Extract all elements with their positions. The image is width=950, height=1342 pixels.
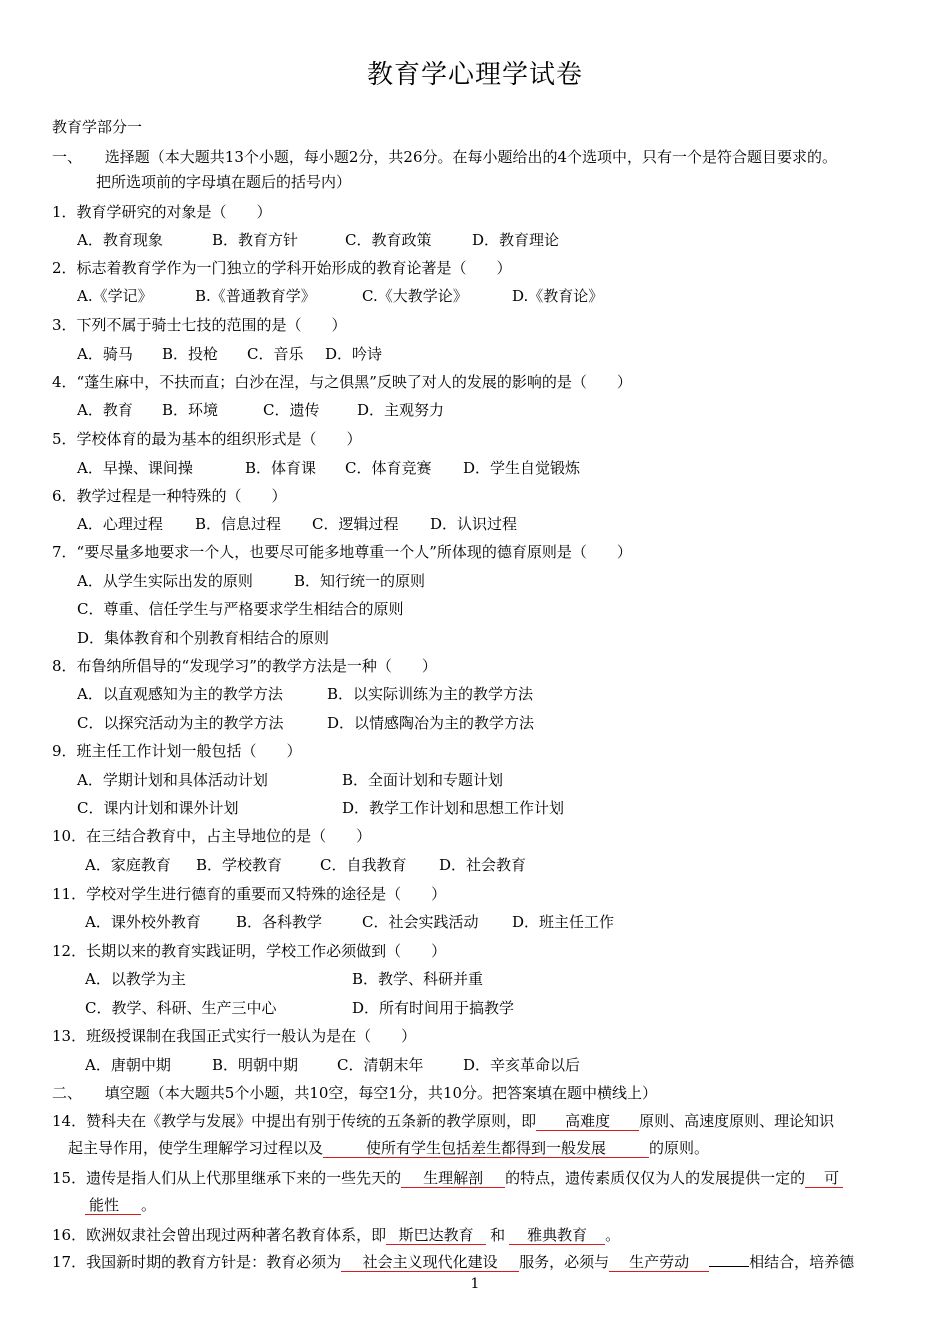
q15-text-e: 。 [141,1196,157,1214]
fill-question-15-cont [85,1195,156,1215]
option: A．家庭教育 [85,856,171,874]
part1-heading-cont: 把所选项前的字母填在题后的括号内） [96,173,352,191]
option: A．以直观感知为主的教学方法 [77,685,283,703]
option: C．尊重、信任学生与严格要求学生相结合的原则 [77,600,404,618]
question-stem: 5．学校体育的最为基本的组织形式是（ ） [52,430,362,448]
q15-answer-2a: 可 [805,1169,843,1188]
option: D．集体教育和个别教育相结合的原则 [77,629,330,647]
q15-answer-2b: 能性 [85,1196,141,1215]
fill-question-16 [52,1225,620,1245]
option: C．社会实践活动 [362,913,479,931]
question-stem: 13．班级授课制在我国正式实行一般认为是在（ ） [52,1027,417,1045]
question-stem: 12．长期以来的教育实践证明，学校工作必须做到（ ） [52,942,447,960]
option: C．教育政策 [345,231,432,249]
fill-question-17 [52,1252,854,1272]
option: B．以实际训练为主的教学方法 [327,685,534,703]
option: D.《教育论》 [512,287,604,305]
q17-blank-line [709,1252,749,1267]
option: A．学期计划和具体活动计划 [77,771,268,789]
option: B．各科教学 [236,913,323,931]
fill-question-15 [52,1168,843,1188]
option: B．信息过程 [195,515,282,533]
part1-heading-num: 一、 [52,148,83,166]
question-stem: 8．布鲁纳所倡导的“发现学习”的教学方法是一种（ ） [52,657,437,675]
option: C．体育竞赛 [345,459,432,477]
option: C．逻辑过程 [312,515,399,533]
q17-text-e: 相结合，培养德 [749,1253,855,1271]
q16-text-a: 16．欧洲奴隶社会曾出现过两种著名教育体系，即 [52,1226,387,1244]
q14-text-a: 14．赞科夫在《教学与发展》中提出有别于传统的五条新的教学原则，即 [52,1112,537,1130]
option: D．认识过程 [430,515,518,533]
question-stem: 6．教学过程是一种特殊的（ ） [52,487,287,505]
part1-heading [52,147,837,167]
q16-answer-2: 雅典教育 [509,1226,605,1245]
option: B．教育方针 [212,231,299,249]
q14-answer-1: 高难度 [536,1112,639,1131]
option: C．遗传 [263,401,320,419]
option: C．教学、科研、生产三中心 [85,999,277,1017]
page-title: 教育学心理学试卷 [366,60,583,90]
option: B．体育课 [245,459,317,477]
question-stem: 1．教育学研究的对象是（ ） [52,203,272,221]
option: D．学生自觉锻炼 [463,459,581,477]
q17-answer-1: 社会主义现代化建设 [341,1253,519,1272]
question-stem: 4．“蓬生麻中，不扶而直；白沙在涅，与之俱黑”反映了对人的发展的影响的是（ ） [52,373,632,391]
q14-text-c: 原则、高速度原则、理论知识 [639,1112,835,1130]
option: D．辛亥革命以后 [463,1056,581,1074]
fill-question-14-cont [68,1138,709,1158]
option: B．知行统一的原则 [294,572,426,590]
option: D．社会教育 [439,856,527,874]
option: A．以教学为主 [85,970,186,988]
option: A．骑马 [77,345,133,363]
question-stem: 11．学校对学生进行德育的重要而又特殊的途径是（ ） [52,885,447,903]
question-stem: 9．班主任工作计划一般包括（ ） [52,742,302,760]
option: C．清朝末年 [337,1056,424,1074]
question-stem: 3．下列不属于骑士七技的范围的是（ ） [52,316,347,334]
part1-heading-text: 选择题（本大题共13个小题，每小题2分，共26分。在每小题给出的4个选项中，只有一个是符合题目要求的。 [104,148,838,166]
option: C．音乐 [247,345,304,363]
part2-heading [52,1083,657,1103]
option: D．主观努力 [357,401,445,419]
q17-answer-2: 生产劳动 [609,1253,709,1272]
option: C．以探究活动为主的教学方法 [77,714,284,732]
option: B．环境 [162,401,219,419]
q14-text-d: 起主导作用，使学生理解学习过程以及 [68,1139,324,1157]
option: A．唐朝中期 [85,1056,171,1074]
option: A．课外校外教育 [85,913,201,931]
option: D．教育理论 [472,231,560,249]
question-stem: 2．标志着教育学作为一门独立的学科开始形成的教育论著是（ ） [52,259,512,277]
option: B．投枪 [162,345,219,363]
option: A．教育 [77,401,133,419]
option: A．从学生实际出发的原则 [77,572,253,590]
q17-text-c: 服务，必须与 [519,1253,610,1271]
q16-text-e: 。 [605,1226,621,1244]
option: C．自我教育 [320,856,407,874]
option: C.《大教学论》 [362,287,468,305]
option: D．吟诗 [325,345,383,363]
page-number: 1 [470,1276,480,1292]
q16-answer-1: 斯巴达教育 [386,1226,486,1245]
option: B．学校教育 [196,856,283,874]
q17-text-a: 17．我国新时期的教育方针是：教育必须为 [52,1253,342,1271]
option: D．所有时间用于搞教学 [352,999,515,1017]
option: B．明朝中期 [212,1056,299,1074]
question-stem: 7．“要尽量多地要求一个人，也要尽可能多地尊重一个人”所体现的德育原则是（ ） [52,543,632,561]
option: A．教育现象 [77,231,163,249]
fill-question-14 [52,1111,834,1131]
part2-heading-num: 二、 [52,1084,83,1102]
q16-text-c: 和 [490,1226,506,1244]
option: A.《学记》 [77,287,153,305]
option: D．教学工作计划和思想工作计划 [342,799,565,817]
q14-answer-2: 使所有学生包括差生都得到一般发展 [323,1139,649,1158]
option: C．课内计划和课外计划 [77,799,239,817]
q15-text-a: 15．遗传是指人们从上代那里继承下来的一些先天的 [52,1169,402,1187]
option: B．教学、科研并重 [352,970,484,988]
part2-heading-text: 填空题（本大题共5个小题，共10空，每空1分，共10分。把答案填在题中横线上） [104,1084,658,1102]
option: D．以情感陶冶为主的教学方法 [327,714,535,732]
q15-text-c: 的特点，遗传素质仅仅为人的发展提供一定的 [505,1169,806,1187]
section-label: 教育学部分一 [52,118,143,136]
option: A．心理过程 [77,515,163,533]
q15-answer-1: 生理解剖 [401,1169,505,1188]
option: B．全面计划和专题计划 [342,771,504,789]
question-stem: 10．在三结合教育中，占主导地位的是（ ） [52,827,372,845]
option: B.《普通教育学》 [195,287,316,305]
option: A．早操、课间操 [77,459,193,477]
option: D．班主任工作 [512,913,615,931]
q14-text-e: 的原则。 [649,1139,710,1157]
